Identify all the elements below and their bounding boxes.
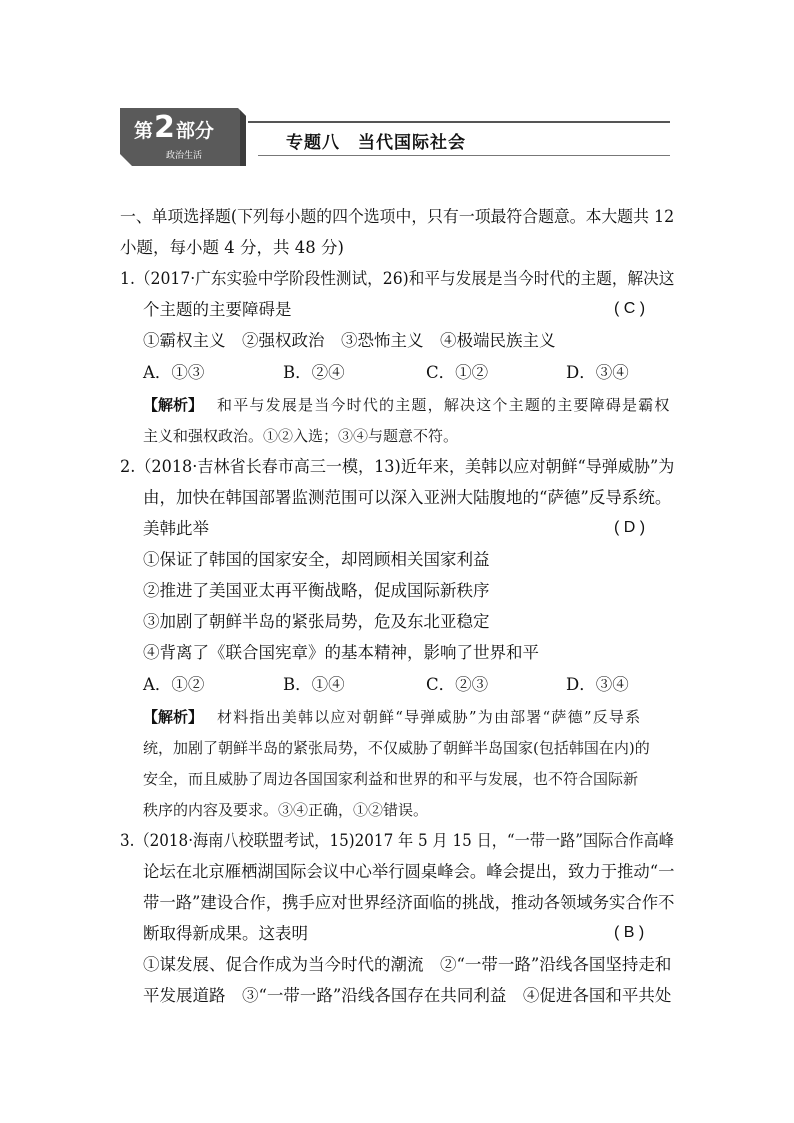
q1-items: ①霸权主义 ②强权政治 ③恐怖主义 ④极端民族主义 xyxy=(143,331,556,350)
q3-stem-line1: 3.（2018·海南八校联盟考试，15)2017 年 5 月 15 日，“一带一路”国际合作高峰 xyxy=(120,831,674,850)
q2-item-4: ④背离了《联合国宪章》的基本精神，影响了世界和平 xyxy=(143,643,539,662)
header-rule-bottom xyxy=(258,155,670,156)
q1-analysis-line2: 主义和强权政治。①②入选；③④与题意不符。 xyxy=(143,427,459,445)
q2-analysis-line4: 秩序的内容及要求。③④正确，①②错误。 xyxy=(143,801,429,819)
q3-items-line2: 平发展道路 ③“一带一路”沿线各国存在共同利益 ④促进各国和平共处 xyxy=(143,986,672,1005)
badge-label xyxy=(134,110,214,145)
q2-item-1: ①保证了韩国的国家安全，却罔顾相关国家利益 xyxy=(143,550,490,569)
q2-option-d: D．③④ xyxy=(566,675,629,694)
q1-option-c: C．①② xyxy=(426,363,489,382)
q1-analysis-line1 xyxy=(143,394,671,415)
q2-analysis-line2: 统，加剧了朝鲜半岛的紧张局势，不仅威胁了朝鲜半岛国家(包括韩国在内)的 xyxy=(143,739,650,757)
badge-number: 2 xyxy=(154,110,175,145)
q1-option-a: A．①③ xyxy=(143,363,205,382)
q2-answer: ( D ) xyxy=(614,519,646,536)
q3-stem-line3: 带一路”建设合作，携手应对世界经济面临的挑战，推动各领域务实合作不 xyxy=(143,893,675,912)
q2-option-c: C．②③ xyxy=(426,675,489,694)
q2-item-2: ②推进了美国亚太再平衡战略，促成国际新秩序 xyxy=(143,581,490,600)
q2-item-3: ③加剧了朝鲜半岛的紧张局势，危及东北亚稳定 xyxy=(143,612,490,631)
q1-answer: ( C ) xyxy=(614,300,646,317)
badge-suffix: 部分 xyxy=(175,120,214,142)
q2-analysis-text1: 材料指出美韩以应对朝鲜“导弹威胁”为由部署“萨德”反导系 xyxy=(217,708,642,726)
q3-items-line1: ①谋发展、促合作成为当今时代的潮流 ②“一带一路”沿线各国坚持走和 xyxy=(143,955,672,974)
q3-stem-line4: 断取得新成果。这表明 xyxy=(143,924,308,943)
q2-analysis-tag: 【解析】 xyxy=(143,708,204,726)
q3-answer: ( B ) xyxy=(614,924,645,941)
q2-analysis-line3: 安全，而且威胁了周边各国国家利益和世界的和平与发展，也不符合国际新 xyxy=(143,770,639,788)
q1-option-d: D．③④ xyxy=(566,363,629,382)
header-rule-top xyxy=(248,121,670,123)
q2-stem-line2: 由，加快在韩国部署监测范围可以深入亚洲大陆腹地的“萨德”反导系统。 xyxy=(143,488,672,507)
q1-analysis-text1: 和平与发展是当今时代的主题，解决这个主题的主要障碍是霸权 xyxy=(217,396,671,414)
page-title: 专题八 当代国际社会 xyxy=(286,133,466,153)
q1-stem-line1: 1.（2017·广东实验中学阶段性测试，26)和平与发展是当今时代的主题，解决这 xyxy=(120,269,675,288)
badge-sub: 政治生活 xyxy=(166,151,203,161)
q3-stem-line2: 论坛在北京雁栖湖国际会议中心举行圆桌峰会。峰会提出，致力于推动“一 xyxy=(143,862,675,881)
q2-stem-line1: 2.（2018·吉林省长春市高三一模，13)近年来，美韩以应对朝鲜“导弹威胁”为 xyxy=(120,457,675,476)
q2-analysis-line1 xyxy=(143,706,641,727)
section-heading-line1: 一、单项选择题(下列每小题的四个选项中，只有一项最符合题意。本大题共 12 xyxy=(120,207,675,226)
badge-prefix: 第 xyxy=(134,120,154,142)
q2-option-b: B．①④ xyxy=(283,675,345,694)
section-heading-line2: 小题，每小题 4 分，共 48 分) xyxy=(120,238,344,257)
q2-stem-line3: 美韩此举 xyxy=(143,519,209,538)
q1-stem-line2: 个主题的主要障碍是 xyxy=(143,300,292,319)
q1-option-b: B．②④ xyxy=(283,363,345,382)
q1-analysis-tag: 【解析】 xyxy=(143,396,204,414)
q2-option-a: A．①② xyxy=(143,675,205,694)
